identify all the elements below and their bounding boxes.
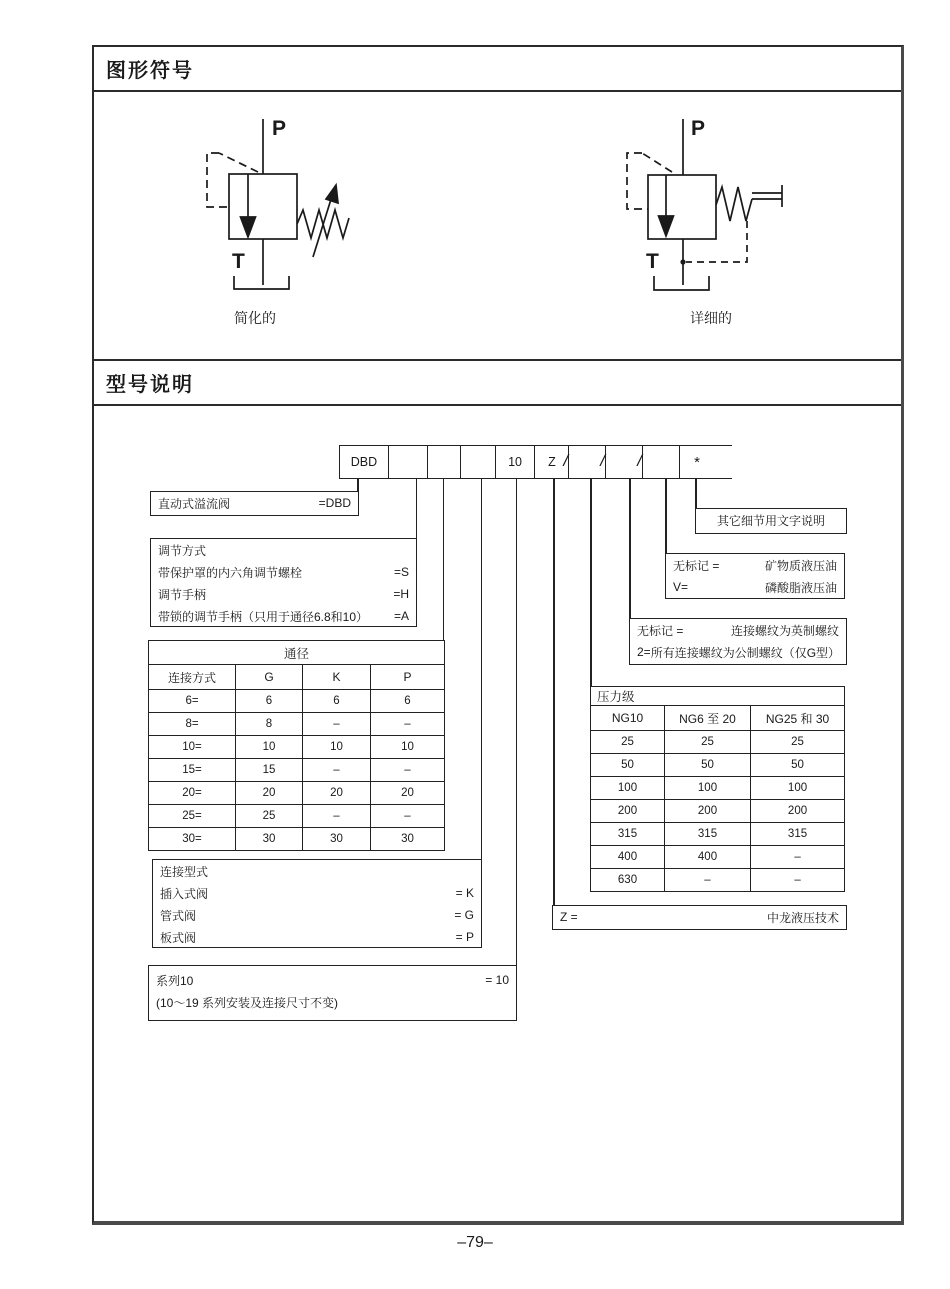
thread-box xyxy=(629,618,847,665)
ordering-code-row xyxy=(339,445,732,479)
pressure-table xyxy=(590,686,845,892)
pressure-table-row: 200 200 200 xyxy=(591,800,845,823)
code-cell-details: * xyxy=(694,453,700,471)
connector-conn xyxy=(481,479,483,859)
size-col-header: G xyxy=(236,665,303,690)
slash-separator: / xyxy=(637,451,642,470)
page-number: –79– xyxy=(457,1234,493,1251)
size-col-header: P xyxy=(371,665,445,690)
pressure-col-header: NG25 和 30 xyxy=(751,706,845,731)
connection-type-title: 连接型式 xyxy=(160,864,209,879)
valve-type-label: 直动式溢流阀 xyxy=(158,496,231,511)
size-table-row: 30= 30 30 30 xyxy=(149,828,445,851)
valve-type-code: =DBD xyxy=(318,496,351,510)
connector-adjust xyxy=(416,479,418,538)
connection-option-label: 插入式阀 xyxy=(160,886,209,901)
pressure-table-row: 315 315 315 xyxy=(591,823,845,846)
series-code: = 10 xyxy=(485,973,509,987)
connector-size xyxy=(443,479,445,640)
connection-option-label: 板式阀 xyxy=(160,930,197,945)
adjustment-option-label: 调节手柄 xyxy=(158,587,207,602)
symbols-section-title: 图形符号 xyxy=(106,60,194,82)
connector-details xyxy=(695,479,697,508)
connector-valve xyxy=(357,479,359,491)
thread-option-value: 连接螺纹为英制螺纹 xyxy=(730,623,839,638)
connection-option-code: = P xyxy=(455,930,474,944)
z-label: Z = xyxy=(560,910,578,924)
size-table-row: 6= 6 6 6 xyxy=(149,690,445,713)
port-t-label-detailed: T xyxy=(646,250,659,273)
pressure-table-row: 400 400 – xyxy=(591,846,845,869)
size-table-row: 8= 8 – – xyxy=(149,713,445,736)
pressure-table-title: 压力级 xyxy=(591,687,845,706)
fluid-option-value: 矿物质液压油 xyxy=(764,558,837,573)
pressure-table-row: 100 100 100 xyxy=(591,777,845,800)
pressure-col-header: NG6 至 20 xyxy=(665,706,751,731)
series-label: 系列10 xyxy=(156,973,194,988)
document-page xyxy=(92,45,904,1225)
z-box xyxy=(552,905,847,930)
port-t-label-simplified: T xyxy=(232,250,245,273)
code-cell-fluid xyxy=(637,446,680,478)
series-box xyxy=(148,965,517,1021)
adjustment-option-code: =A xyxy=(393,609,409,623)
fluid-option-label: V= xyxy=(673,580,689,594)
valve-type-box xyxy=(150,491,359,516)
size-table-row: 25= 25 – – xyxy=(149,805,445,828)
series-note: (10～19 系列安装及连接尺寸不变) xyxy=(156,995,339,1010)
adjustment-title: 调节方式 xyxy=(158,543,207,558)
connector-series xyxy=(516,479,518,965)
connector-pressure xyxy=(590,479,592,686)
size-col-header: K xyxy=(303,665,371,690)
code-cell-z: Z xyxy=(535,446,569,478)
connection-option-label: 管式阀 xyxy=(160,908,197,923)
thread-option-value: 所有连接螺纹为公制螺纹（仅G型） xyxy=(650,645,841,660)
adjustment-option-code: =H xyxy=(393,587,409,601)
connector-fluid xyxy=(665,479,667,553)
size-table xyxy=(148,640,445,851)
details-label: 其它细节用文字说明 xyxy=(716,513,825,528)
details-box xyxy=(695,508,847,534)
pressure-table-row: 25 25 25 xyxy=(591,731,845,754)
slash-separator: / xyxy=(563,451,569,470)
adjustment-option-label: 带锁的调节手柄（只用于通径6.8和10） xyxy=(158,609,369,624)
pressure-table-row: 630 – – xyxy=(591,869,845,892)
connection-option-code: = G xyxy=(454,908,474,922)
code-cell-dbd: DBD xyxy=(340,446,389,478)
adjustment-option-label: 带保护罩的内六角调节螺栓 xyxy=(158,565,303,580)
connector-thread xyxy=(629,479,631,618)
adjustment-box xyxy=(150,538,417,627)
port-p-label-simplified: P xyxy=(272,117,287,140)
model-section-header xyxy=(94,359,901,406)
z-value: 中龙液压技术 xyxy=(766,910,839,925)
slash-separator: / xyxy=(600,451,606,470)
size-table-title: 通径 xyxy=(149,641,445,665)
fluid-box xyxy=(665,553,845,599)
size-col-header: 连接方式 xyxy=(149,665,236,690)
pressure-col-header: NG10 xyxy=(591,706,665,731)
code-cell-adjust xyxy=(389,446,428,478)
fluid-option-label: 无标记 = xyxy=(673,558,720,573)
thread-option-label: 无标记 = xyxy=(637,623,684,638)
size-table-row: 20= 20 20 20 xyxy=(149,782,445,805)
fluid-option-value: 磷酸脂液压油 xyxy=(764,580,837,595)
model-section-title: 型号说明 xyxy=(106,374,194,396)
thread-option-label: 2= xyxy=(637,645,651,659)
code-cell-series: 10 xyxy=(496,446,536,478)
pressure-table-row: 50 50 50 xyxy=(591,754,845,777)
caption-simplified: 简化的 xyxy=(234,310,276,326)
caption-detailed: 详细的 xyxy=(690,310,732,326)
size-table-row: 15= 15 – – xyxy=(149,759,445,782)
connection-option-code: = K xyxy=(455,886,474,900)
port-p-label-detailed: P xyxy=(691,117,706,140)
size-table-row: 10= 10 10 10 xyxy=(149,736,445,759)
connector-z xyxy=(553,479,555,905)
adjustment-option-code: =S xyxy=(393,565,409,579)
code-cell-conn xyxy=(461,446,496,478)
connection-type-box xyxy=(152,859,482,948)
code-cell-size xyxy=(428,446,461,478)
